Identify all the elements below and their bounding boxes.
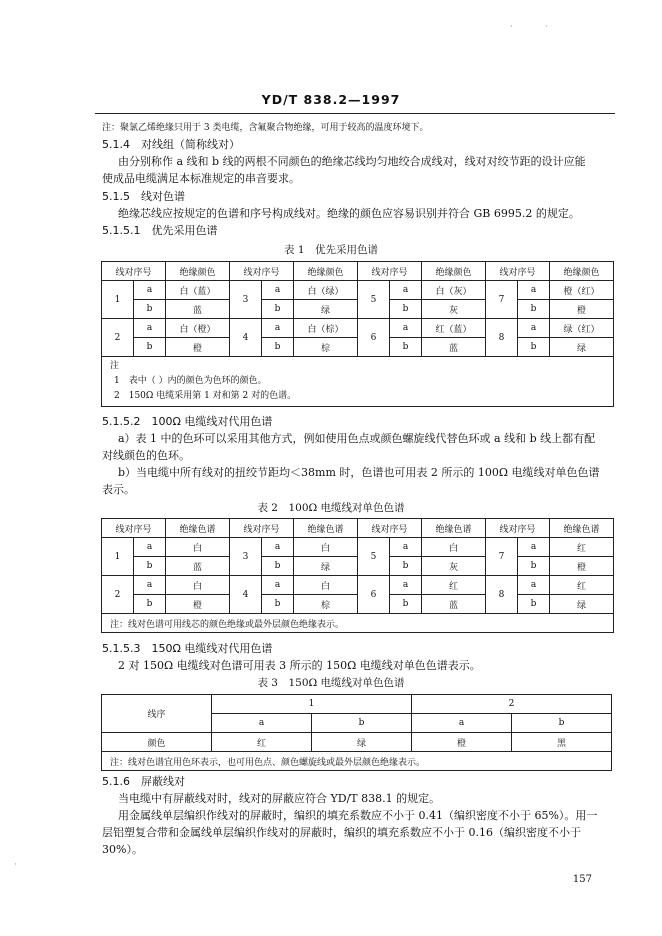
wire-label: a [212,714,312,733]
wire-label: b [134,300,166,319]
header-cell: 线对序号 [486,262,550,281]
pair-number: 2 [102,319,134,357]
color-cell: 蓝 [166,557,230,576]
wire-label: b [134,595,166,614]
pair-number: 6 [358,319,390,357]
color-cell: 绿 [550,595,614,614]
wire-label: b [262,338,294,357]
color-cell: 白（灰） [422,281,486,300]
section-5-1-5-1-title: 5.1.5.1 优先采用色谱 [102,224,218,237]
header-cell: 绝缘颜色 [422,262,486,281]
row-label: 颜色 [102,733,212,752]
color-cell: 白 [294,538,358,557]
wire-label: a [390,281,422,300]
pair-number: 1 [212,695,412,714]
wire-label: a [390,576,422,595]
table-row [102,576,614,595]
pair-number: 1 [102,281,134,319]
table-1-notes-row [102,357,614,407]
color-cell: 绿 [550,338,614,357]
header-cell: 线对序号 [358,519,422,538]
wire-label: b [262,300,294,319]
pair-number: 3 [230,538,262,576]
header-cell: 绝缘色谱 [166,519,230,538]
wire-label: b [390,595,422,614]
color-cell: 白 [166,576,230,595]
wire-label: b [518,595,550,614]
table-2-note-row [102,614,614,633]
wire-label: a [262,538,294,557]
pair-number: 7 [486,281,518,319]
section-5-1-5-3-text: 2 对 150Ω 电缆线对色谱可用表 3 所示的 150Ω 电缆线对单色色谱表示。 [118,659,481,672]
section-5-1-6-text: 30%）。 [102,843,143,856]
color-cell: 棕 [294,338,358,357]
wire-label: b [518,557,550,576]
color-cell: 白 [294,576,358,595]
header-cell: 绝缘色谱 [294,519,358,538]
color-cell: 绿（红） [550,319,614,338]
pair-number: 5 [358,538,390,576]
color-cell: 红 [422,576,486,595]
wire-label: a [518,538,550,557]
table-2-caption: 表 2 100Ω 电缆线对单色色谱 [257,502,405,514]
page-header: YD/T 838.2—1997 [261,92,401,107]
table-3-caption: 表 3 150Ω 电缆线对单色色谱 [257,677,405,689]
table-1-caption: 表 1 优先采用色谱 [283,244,379,256]
note-item: 2 150Ω 电缆采用第 1 对和第 2 对的色谱。 [114,391,297,401]
table-row [102,319,614,338]
section-5-1-5-3-title: 5.1.5.3 150Ω 电缆线对代用色谱 [102,642,273,655]
table-row [102,733,612,752]
section-5-1-5-2-text: 表示。 [102,483,135,496]
pair-number: 7 [486,538,518,576]
pair-number: 5 [358,281,390,319]
color-cell: 红（蓝） [422,319,486,338]
pair-number: 8 [486,576,518,614]
wire-label: b [518,300,550,319]
header-cell: 绝缘色谱 [422,519,486,538]
table-1-header-row [102,262,614,281]
color-cell: 棕 [294,595,358,614]
pair-number: 4 [230,319,262,357]
header-cell: 绝缘颜色 [294,262,358,281]
wire-label: a [134,281,166,300]
table-3 [101,694,612,771]
wire-label: b [518,338,550,357]
color-cell: 红 [212,733,312,752]
header-cell: 绝缘颜色 [166,262,230,281]
section-5-1-5-2-text: b）当电缆中所有线对的扭绞节距均＜38mm 时，色谱也可用表 2 所示的 100Ω 电缆线对单色色谱 [118,466,600,479]
table-2-note: 注：线对色谱可用线芯的颜色绝缘或最外层颜色绝缘表示。 [102,614,614,633]
color-cell: 绿 [294,300,358,319]
color-cell: 白（蓝） [166,281,230,300]
color-cell: 橙（红） [550,281,614,300]
section-5-1-4-text: 由分别称作 a 线和 b 线的两根不同颜色的绝缘芯线均匀地绞合成线对，线对对绞节距的设计应能 [118,155,586,168]
table-1 [101,261,614,407]
wire-label: a [390,538,422,557]
section-5-1-5-2-text: a）表 1 中的色环可以采用其他方式，例如使用色点或颜色螺旋线代替色环或 a 线和 b 线上都有配 [118,432,596,445]
wire-label: a [518,576,550,595]
color-cell: 蓝 [422,595,486,614]
wire-label: a [262,319,294,338]
color-cell: 橙 [166,338,230,357]
page-number: 157 [572,874,592,885]
header-cell: 线对序号 [230,519,294,538]
section-5-1-4-text: 使成品电缆满足本标准规定的串音要求。 [102,172,300,185]
header-cell: 线对序号 [486,519,550,538]
scan-speck: · [545,22,548,31]
section-5-1-6-title: 5.1.6 屏蔽线对 [102,775,185,788]
color-cell: 橙 [550,300,614,319]
wire-label: b [512,714,612,733]
pair-number: 2 [102,576,134,614]
wire-label: a [134,576,166,595]
table-row [102,695,612,714]
section-5-1-6-text: 用金属线单层编织作线对的屏蔽时，编织的填充系数应不小于 0.41（编织密度不小于 65%）。用一 [118,809,598,822]
header-cell: 线对序号 [230,262,294,281]
header-cell: 线对序号 [358,262,422,281]
wire-label: a [518,319,550,338]
wire-label: b [262,595,294,614]
wire-label: b [390,300,422,319]
table-1-notes [102,357,614,407]
scan-speck: · [14,860,17,869]
color-cell: 橙 [412,733,512,752]
color-cell: 灰 [422,300,486,319]
color-cell: 白（橙） [166,319,230,338]
header-cell: 线对序号 [102,519,166,538]
color-cell: 橙 [550,557,614,576]
header-cell: 线对序号 [102,262,166,281]
wire-label: a [134,319,166,338]
color-cell: 白 [166,538,230,557]
color-cell: 绿 [312,733,412,752]
wire-label: b [262,557,294,576]
section-5-1-6-text: 层铝塑复合带和金属线单层编织作线对的屏蔽时，编织的填充系数应不小于 0.16（编织密度不小于 [102,826,581,839]
color-cell: 蓝 [422,338,486,357]
section-5-1-6-text: 当电缆中有屏蔽线对时，线对的屏蔽应符合 YD/T 838.1 的规定。 [118,792,441,805]
table-row [102,538,614,557]
wire-label: b [312,714,412,733]
header-rule [95,113,615,114]
wire-label: b [390,338,422,357]
pair-number: 1 [102,538,134,576]
wire-label: b [134,338,166,357]
pair-number: 8 [486,319,518,357]
table-3-note: 注：线对色谱宜用色环表示，也可用色点、颜色螺旋线或最外层颜色绝缘表示。 [102,752,612,771]
table-2 [101,518,614,633]
pair-number: 4 [230,576,262,614]
color-cell: 橙 [166,595,230,614]
pair-number: 2 [412,695,612,714]
section-5-1-4-title: 5.1.4 对线组（简称线对） [102,138,240,151]
section-5-1-5-2-text: 对线颜色的色环。 [102,449,190,462]
wire-label: a [390,319,422,338]
color-cell: 红 [550,576,614,595]
color-cell: 白（棕） [294,319,358,338]
wire-label: a [412,714,512,733]
pair-number: 3 [230,281,262,319]
section-5-1-5-title: 5.1.5 线对色谱 [102,190,185,203]
color-cell: 白（绿） [294,281,358,300]
note-insulation: 注：聚氯乙烯绝缘只用于 3 类电缆，含氟聚合物绝缘，可用于较高的温度环境下。 [102,123,429,133]
color-cell: 绿 [294,557,358,576]
table-2-header-row [102,519,614,538]
color-cell: 白 [422,538,486,557]
header-cell: 绝缘颜色 [550,262,614,281]
wire-label: b [134,557,166,576]
section-5-1-5-2-title: 5.1.5.2 100Ω 电缆线对代用色谱 [102,415,273,428]
scan-speck: · [510,22,513,31]
color-cell: 黑 [512,733,612,752]
wire-label: a [262,281,294,300]
color-cell: 红 [550,538,614,557]
table-3-note-row [102,752,612,771]
wire-label: a [518,281,550,300]
wire-label: b [390,557,422,576]
color-cell: 灰 [422,557,486,576]
wire-label: a [134,538,166,557]
section-5-1-5-text: 绝缘芯线应按规定的色谱和序号构成线对。绝缘的颜色应容易识别并符合 GB 6995.2 的规定。 [118,207,580,220]
note-item: 1 表中（ ）内的颜色为色环的颜色。 [114,376,267,386]
pair-number: 6 [358,576,390,614]
notes-title: 注 [110,361,120,371]
color-cell: 蓝 [166,300,230,319]
table-row [102,281,614,300]
row-label: 线序 [102,695,212,733]
header-cell: 绝缘色谱 [550,519,614,538]
wire-label: a [262,576,294,595]
